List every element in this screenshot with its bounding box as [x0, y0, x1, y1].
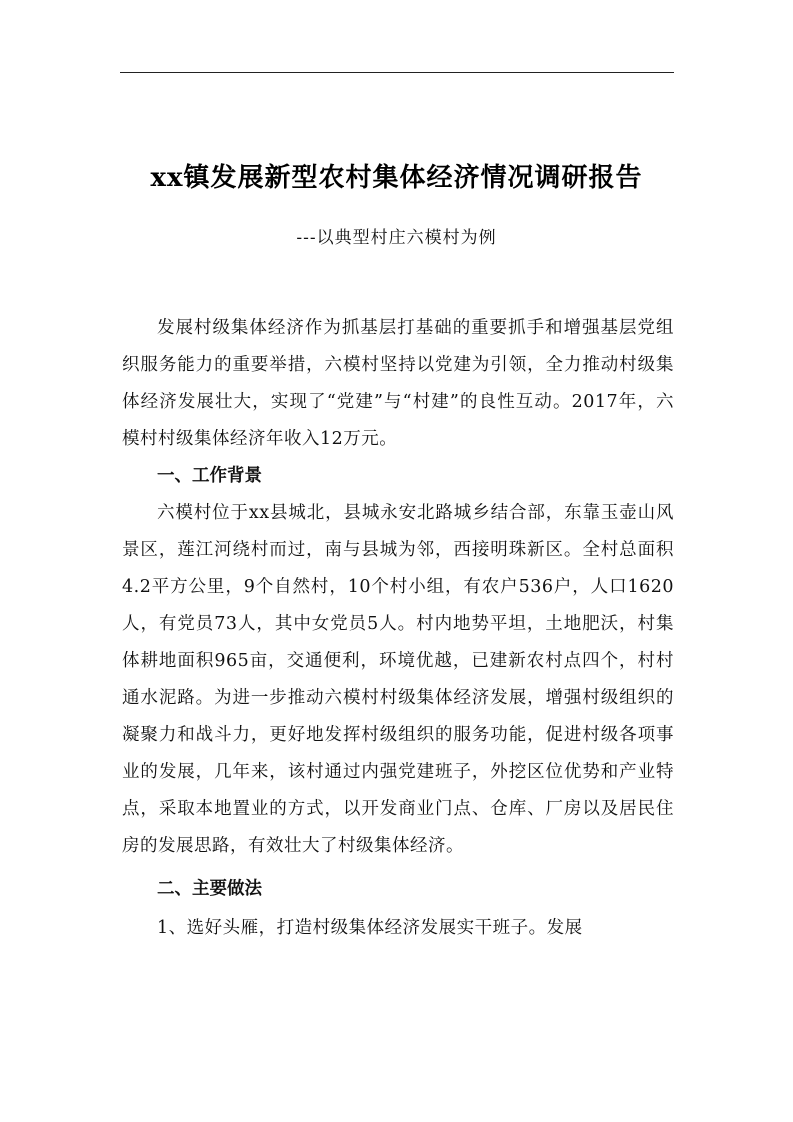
- document-body: [122, 310, 674, 947]
- method-1-paragraph: 1、选好头雁，打造村级集体经济发展实干班子。发展: [157, 918, 583, 938]
- section-heading-background: 一、工作背景: [157, 466, 262, 486]
- document-subtitle: ---以典型村庄六模村为例: [296, 228, 497, 248]
- intro-paragraph: 发展村级集体经济作为抓基层打基础的重要抓手和增强基层党组织服务能力的重要举措，六模村坚持以党建为引领，全力推动村级集体经济发展壮大，实现了“党建”与“村建”的良性互动。2017年，六模村村级集体经济年收入12万元。: [122, 318, 674, 449]
- document-title: xx镇发展新型农村集体经济情况调研报告: [150, 163, 643, 193]
- header-rule: [120, 72, 674, 73]
- section-heading-methods: 二、主要做法: [157, 879, 262, 899]
- background-paragraph: 六模村位于xx县城北，县城永安北路城乡结合部，东靠玉壶山风景区，莲江河绕村而过，南与县城为邻，西接明珠新区。全村总面积4.2平方公里，9个自然村，10个村小组，有农户536户，人口1620人，有党员73人，其中女党员5人。村内地势平坦，土地肥沃，村集体耕地面积965亩，交通便利，环境优越，已建新农村点四个，村村通水泥路。为进一步推动六模村村级集体经济发展，增强村级组织的凝聚力和战斗力，更好地发挥村级组织的服务功能，促进村级各项事业的发展，几年来，该村通过内强党建班子，外挖区位优势和产业特点，采取本地置业的方式，以开发商业门点、仓库、厂房以及居民住房的发展思路，有效壮大了村级集体经济。: [122, 503, 674, 856]
